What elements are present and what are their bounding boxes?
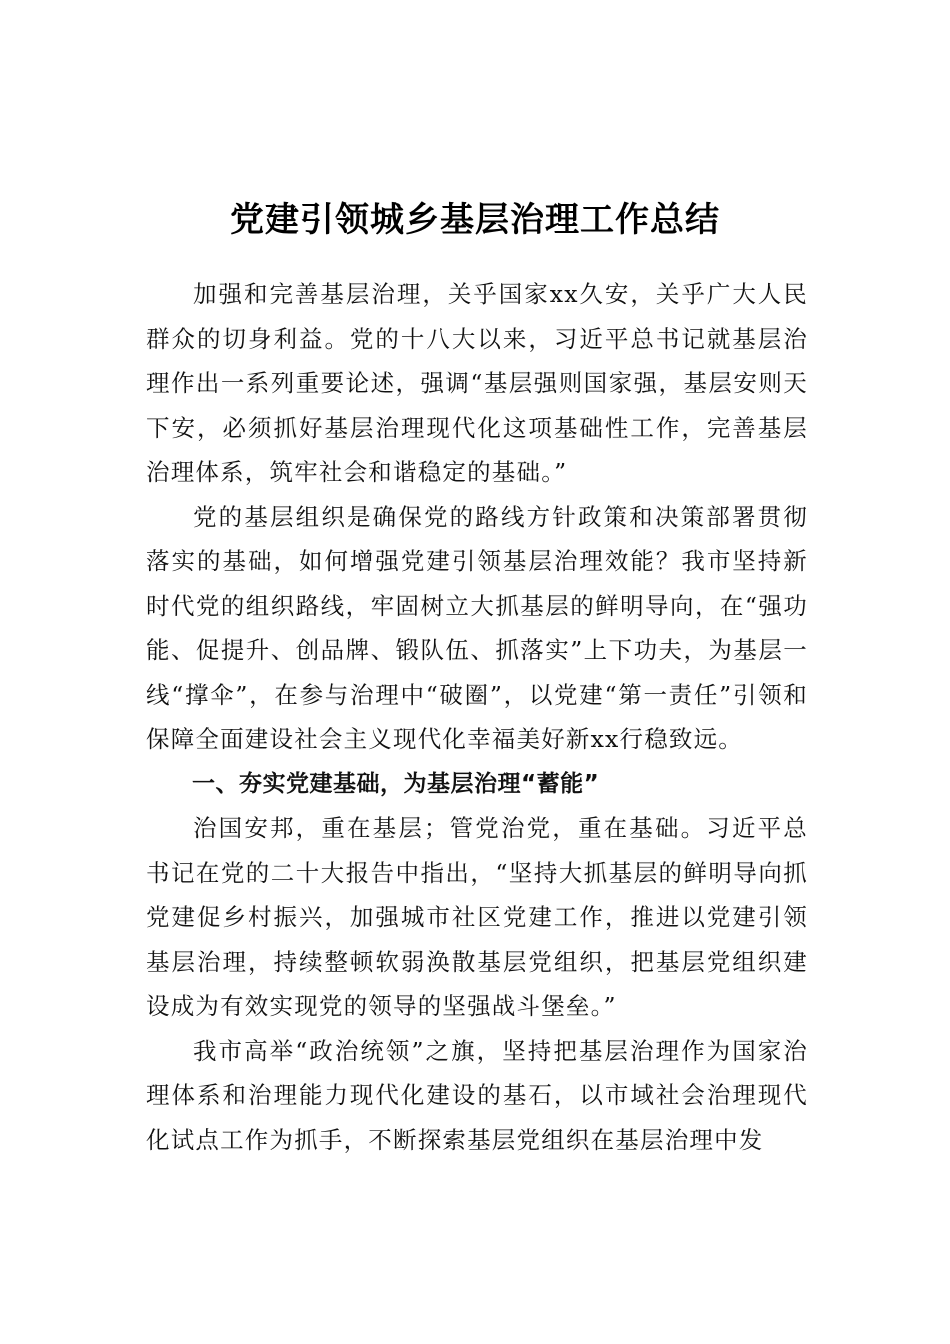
page-title: 党建引领城乡基层治理工作总结: [230, 199, 720, 240]
document-body: [146, 272, 808, 1162]
section-1-paragraph-1: 治国安邦，重在基层；管党治党，重在基础。习近平总书记在党的二十大报告中指出，“坚持大抓基层的鲜明导向抓党建促乡村振兴，加强城市社区党建工作，推进以党建引领基层治理，持续整顿软弱涣散基层党组织，把基层党组织建设成为有效实现党的领导的坚强战斗堡垒。”: [146, 814, 808, 1020]
intro-paragraph-1: 加强和完善基层治理，关乎国家xx久安，关乎广大人民群众的切身利益。党的十八大以来，习近平总书记就基层治理作出一系列重要论述，强调“基层强则国家强，基层安则天下安，必须抓好基层治理现代化这项基础性工作，完善基层治理体系，筑牢社会和谐稳定的基础。”: [146, 280, 808, 486]
intro-paragraph-2: 党的基层组织是确保党的路线方针政策和决策部署贯彻落实的基础，如何增强党建引领基层治理效能？我市坚持新时代党的组织路线，牢固树立大抓基层的鲜明导向，在“强功能、促提升、创品牌、锻队伍、抓落实”上下功夫，为基层一线“撑伞”，在参与治理中“破圈”，以党建“第一责任”引领和保障全面建设社会主义现代化幸福美好新xx行稳致远。: [146, 502, 808, 753]
section-heading-1: 一、夯实党建基础，为基层治理“蓄能”: [192, 770, 600, 797]
section-1-paragraph-2: 我市高举“政治统领”之旗，坚持把基层治理作为国家治理体系和治理能力现代化建设的基石，以市域社会治理现代化试点工作为抓手，不断探索基层党组织在基层治理中发: [146, 1036, 808, 1154]
